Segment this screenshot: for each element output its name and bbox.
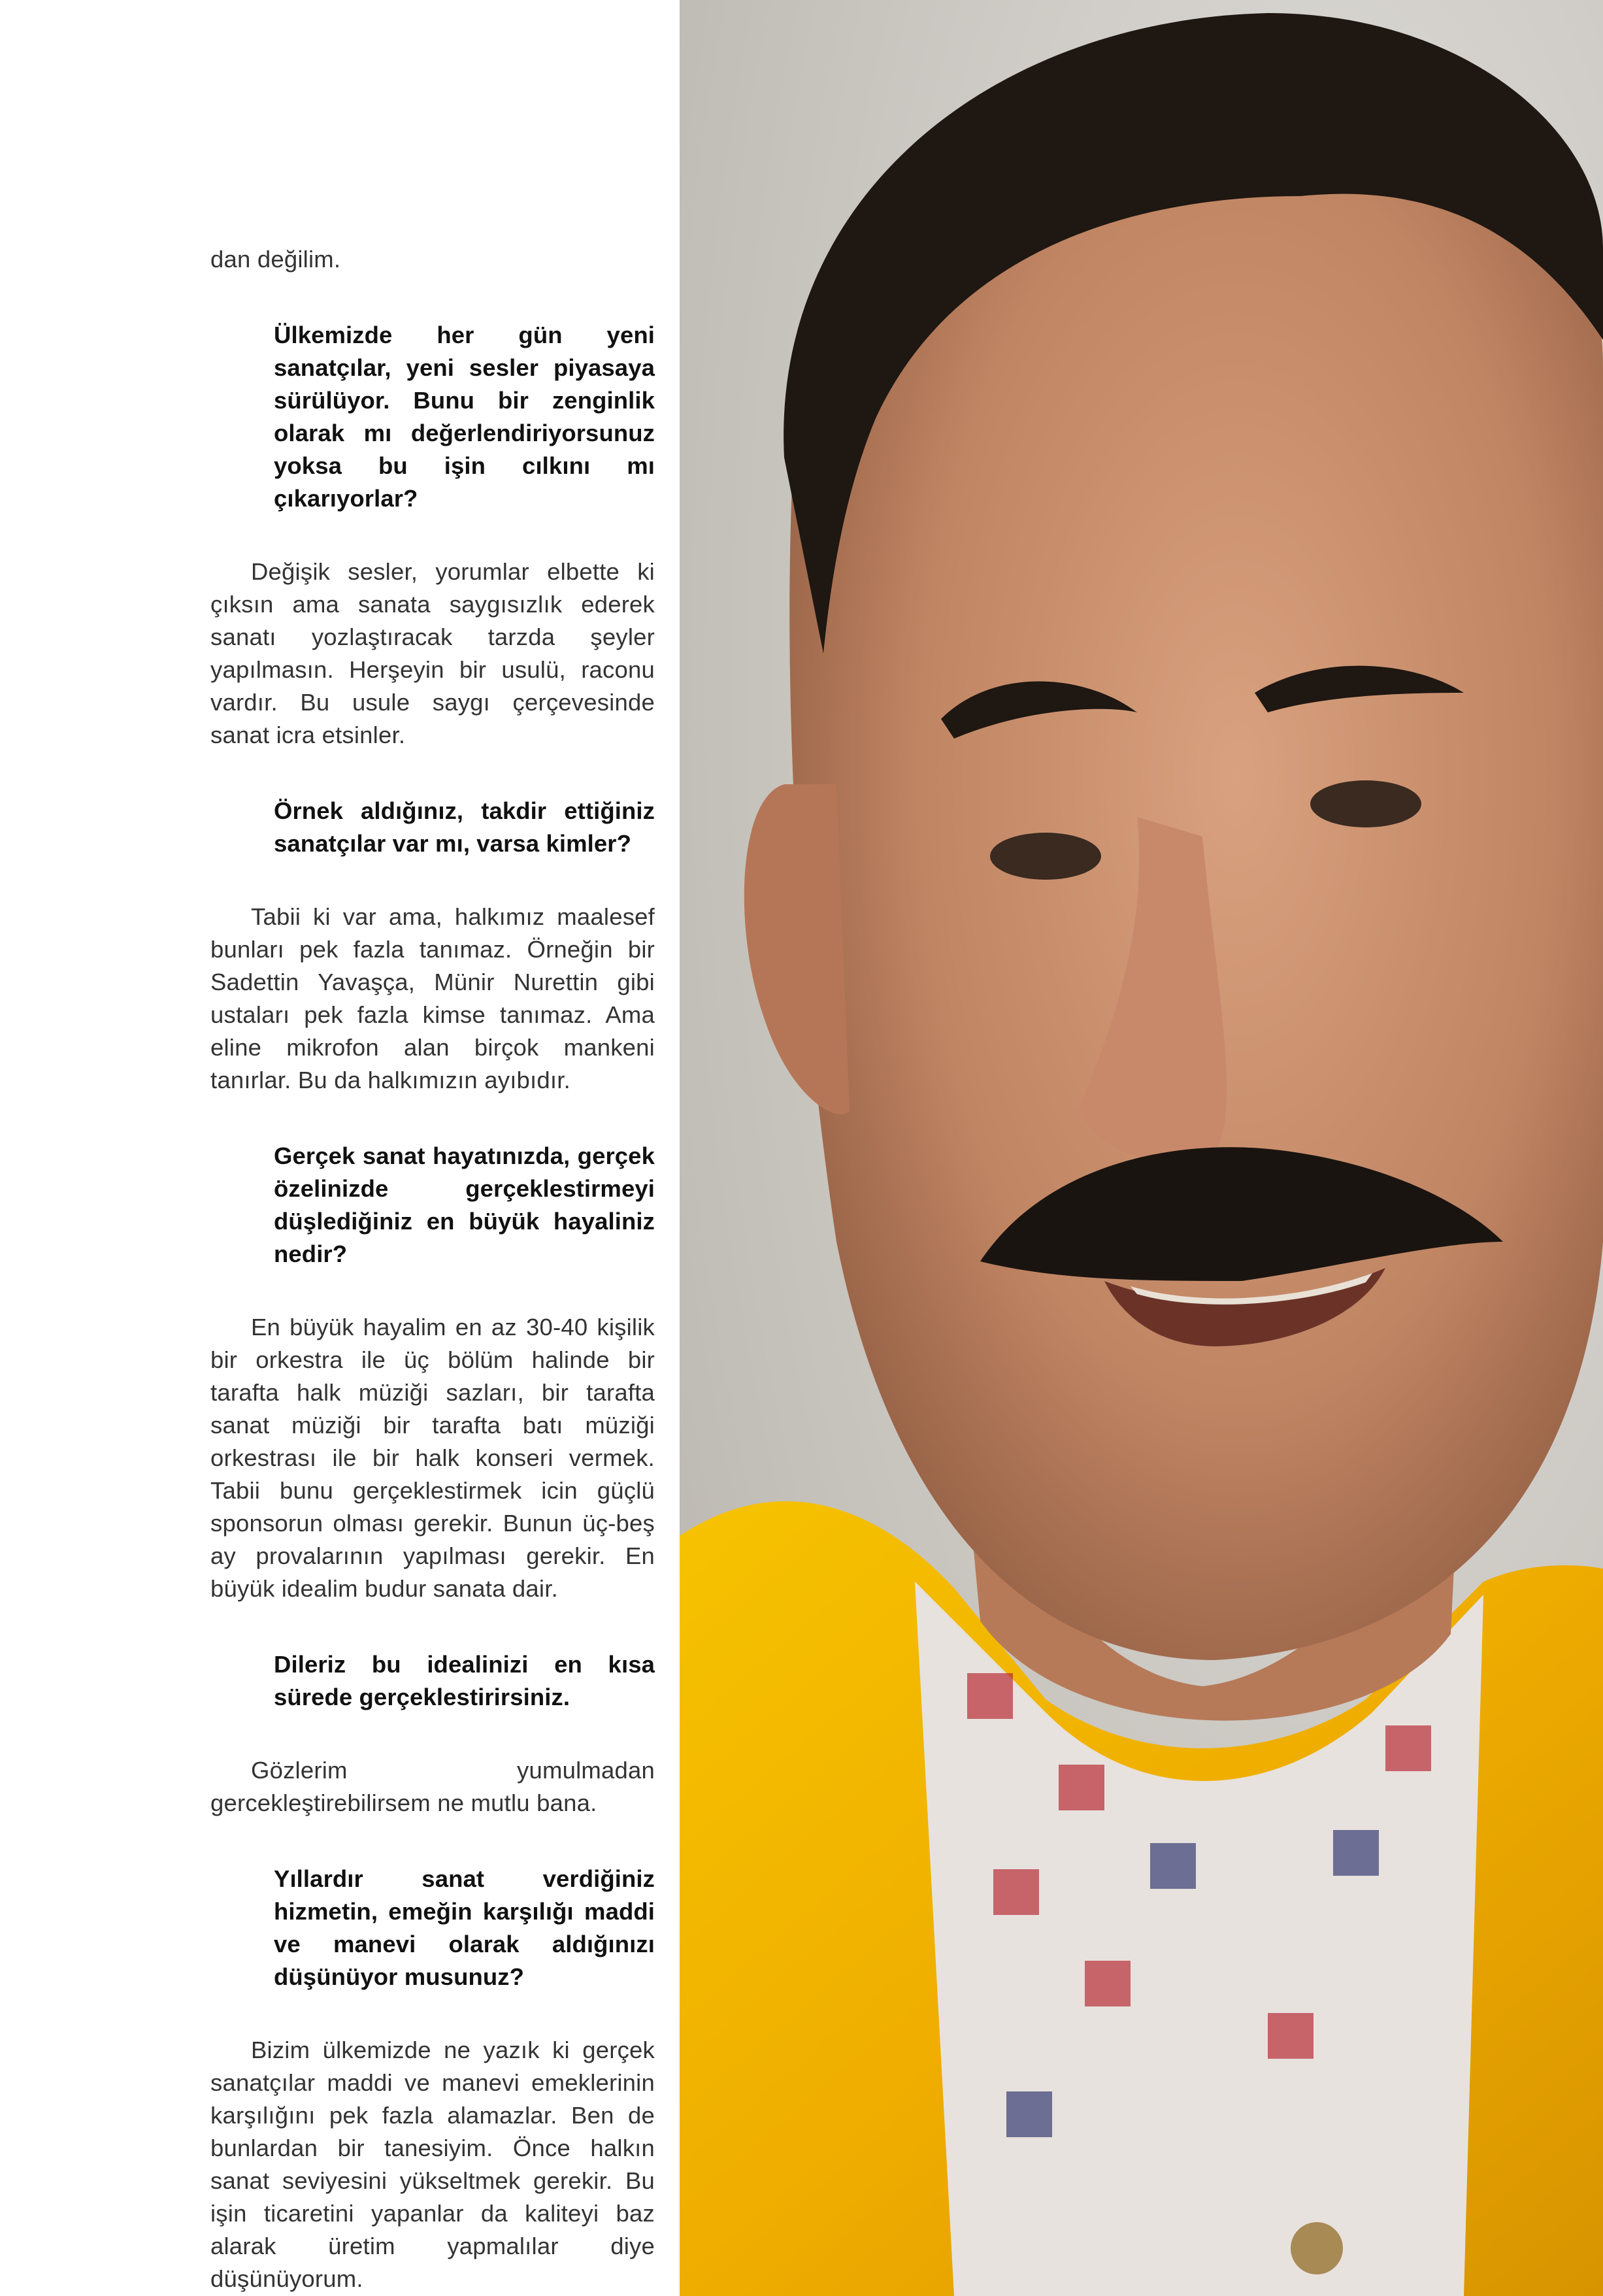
answer-3: En büyük hayalim en az 30-40 kişilik bir orkestra ile üç bölüm halinde bir tarafta halk müziği sazları, bir tarafta sanat müziği bir tarafta batı müziği orkestrası ile bir halk konseri vermek. Tabii bunu gerçeklestirmek icin güçlü sponsorun olması gerekir. Bunun üç-beş ay provalarının yapılması gerekir. En büyük idealim budur sanata dair. [210,1314,655,1602]
right-eye [1310,780,1421,827]
answer-2: Tabii ki var ama, halkımız maalesef bunları pek fazla tanımaz. Örneğin bir Sadettin Yavaşça, Münir Nurettin gibi ustaları pek fazla kimse tanımaz. Ama eline mikrofon alan birçok mankeni tanırlar. Bu da halkımızın ayıbıdır. [210,903,655,1093]
article-text-column [210,243,655,2295]
continued-paragraph: dan değilim. [210,246,341,273]
question-1: Ülkemizde her gün yeni sanatçılar, yeni sesler piyasaya sürülüyor. Bunu bir zenginlik olarak mı değerlendiriyorsunuz yoksa bu işin cılkını mı çıkarıyorlar? [274,322,655,512]
portrait-photo [680,0,1603,2296]
question-3: Gerçek sanat hayatınızda, gerçek özelinizde gerçeklestirmeyi düşlediğiniz en büyük hayaliniz nedir? [274,1142,655,1267]
portrait-illustration [680,0,1603,2296]
question-2: Örnek aldığınız, takdir ettiğiniz sanatçılar var mı, varsa kimler? [274,797,655,857]
question-5: Yıllardır sanat verdiğiniz hizmetin, emeğin karşılığı maddi ve manevi olarak aldığınızı düşünüyor musunuz? [274,1865,655,1990]
answer-4: Gözlerim yumulmadan gercekleştirebilirsem ne mutlu bana. [210,1757,655,1816]
left-eye [990,833,1101,880]
answer-5: Bizim ülkemizde ne yazık ki gerçek sanatçılar maddi ve manevi emeklerinin karşılığını pek fazla alamazlar. Ben de bunlardan bir tanesiyim. Önce halkın sanat seviyesini yükseltmek gerekir. Bu işin ticaretini yapanlar da kaliteyi baz alarak üretim yapmalılar diye düşünüyorum. [210,2037,655,2292]
shirt-button [1291,2222,1343,2274]
question-4: Dileriz bu idealinizi en kısa sürede gerçeklestirirsiniz. [274,1651,655,1710]
answer-1: Değişik sesler, yorumlar elbette ki çıksın ama sanata saygısızlık ederek sanatı yozlaştıracak tarzda şeyler yapılmasın. Herşeyin bir usulü, raconu vardır. Bu usule saygı çerçevesinde sanat icra etsinler. [210,558,655,748]
